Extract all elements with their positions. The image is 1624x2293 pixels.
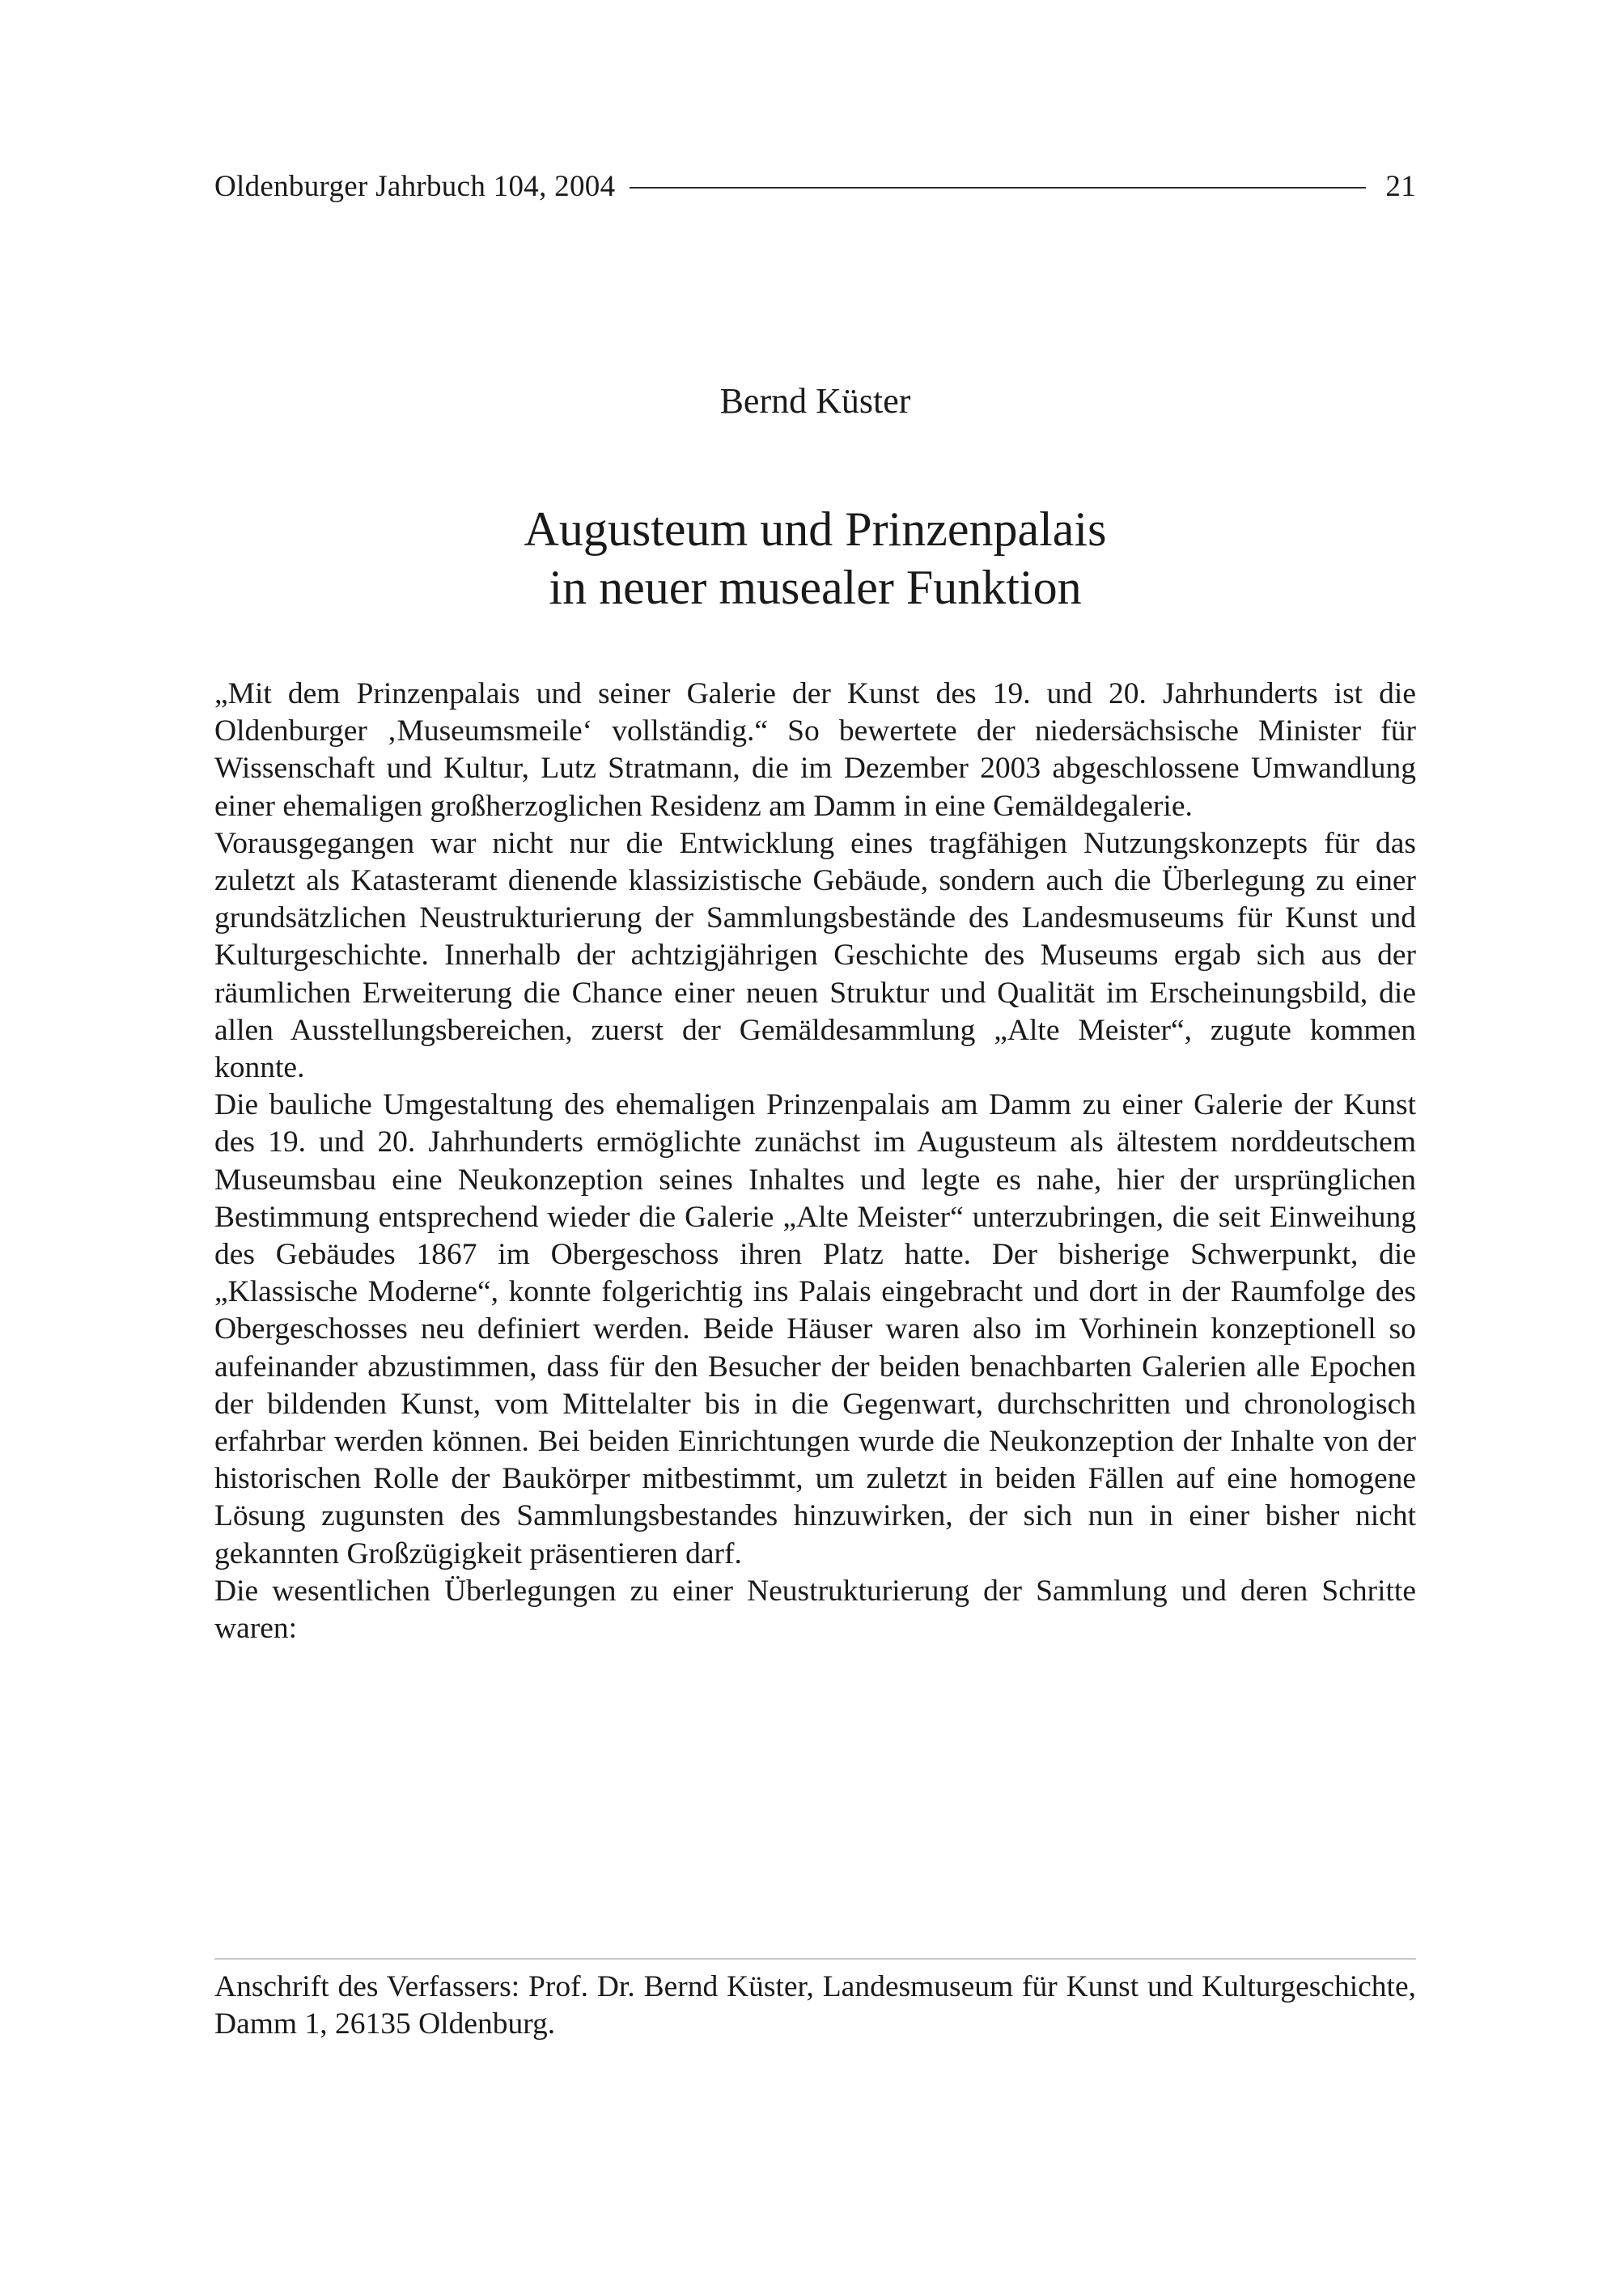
body-paragraph-2: Vorausgegangen war nicht nur die Entwicklung eines tragfähigen Nutzungskonzepts für das zuletzt als Katasteramt dienende klassizistische Gebäude, sondern auch die Überlegung zu einer grundsätzlichen Neustrukturierung der Sammlungsbestände des Landesmuseums für Kunst und Kulturgeschichte. Innerhalb der achtzigjährigen Geschichte des Museums ergab sich aus der räumlichen Erweiterung die Chance einer neuen Struktur und Qualität im Erscheinungsbild, die allen Ausstellungsbereichen, zuerst der Gemäldesammlung „Alte Meister“, zugute kommen konnte. [214,826,1416,1085]
running-head [214,166,1416,206]
header-rule [630,187,1366,189]
journal-page [214,0,1416,2293]
author-address-footnote: Anschrift des Verfassers: Prof. Dr. Bernd Küster, Landesmuseum für Kunst und Kulturgeschichte, Damm 1, 26135 Oldenburg. [214,1970,1416,2041]
article-title-line-1: Augusteum und Prinzenpalais [524,502,1107,556]
journal-title: Oldenburger Jahrbuch 104, 2004 [214,169,616,203]
page-number: 21 [1385,169,1416,203]
article-author: Bernd Küster [719,381,911,421]
footnote-divider [214,1958,1416,1960]
body-paragraph-1: „Mit dem Prinzenpalais und seiner Galerie der Kunst des 19. und 20. Jahrhunderts ist die Oldenburger ‚Museumsmeile‘ vollständig.“ So bewertete der niedersächsische Minister für Wissenschaft und Kultur, Lutz Stratmann, die im Dezember 2003 abgeschlossene Umwandlung einer ehemaligen großherzoglichen Residenz am Damm in eine Gemäldegalerie. [214,677,1416,823]
article-body [214,676,1416,1647]
body-paragraph-3: Die bauliche Umgestaltung des ehemaligen Prinzenpalais am Damm zu einer Galerie der Kunst des 19. und 20. Jahrhunderts ermöglichte zunächst im Augusteum als ältestem norddeutschem Museumsbau eine Neukonzeption seines Inhaltes und legte es nahe, hier der ursprünglichen Bestimmung entsprechend wieder die Galerie „Alte Meister“ unterzubringen, die seit Einweihung des Gebäudes 1867 im Obergeschoss ihren Platz hatte. Der bisherige Schwerpunkt, die „Klassische Moderne“, konnte folgerichtig ins Palais eingebracht und dort in der Raumfolge des Obergeschosses neu definiert werden. Beide Häuser waren also im Vorhinein konzeptionell so aufeinander abzustimmen, dass für den Besucher der beiden benachbarten Galerien alle Epochen der bildenden Kunst, vom Mittelalter bis in die Gegenwart, durchschritten und chronologisch erfahrbar werden können. Bei beiden Einrichtungen wurde die Neukonzeption der Inhalte von der historischen Rolle der Baukörper mitbestimmt, um zuletzt in beiden Fällen auf eine homogene Lösung zugunsten des Sammlungsbestandes hinzuwirken, der sich nun in einer bisher nicht gekannten Großzügigkeit präsentieren darf. [214,1088,1416,1570]
body-paragraph-4: Die wesentlichen Überlegungen zu einer Neustrukturierung der Sammlung und deren Schritte waren: [214,1574,1416,1646]
article-title-line-2: in neuer musealer Funktion [549,561,1082,614]
article-title [214,500,1416,617]
